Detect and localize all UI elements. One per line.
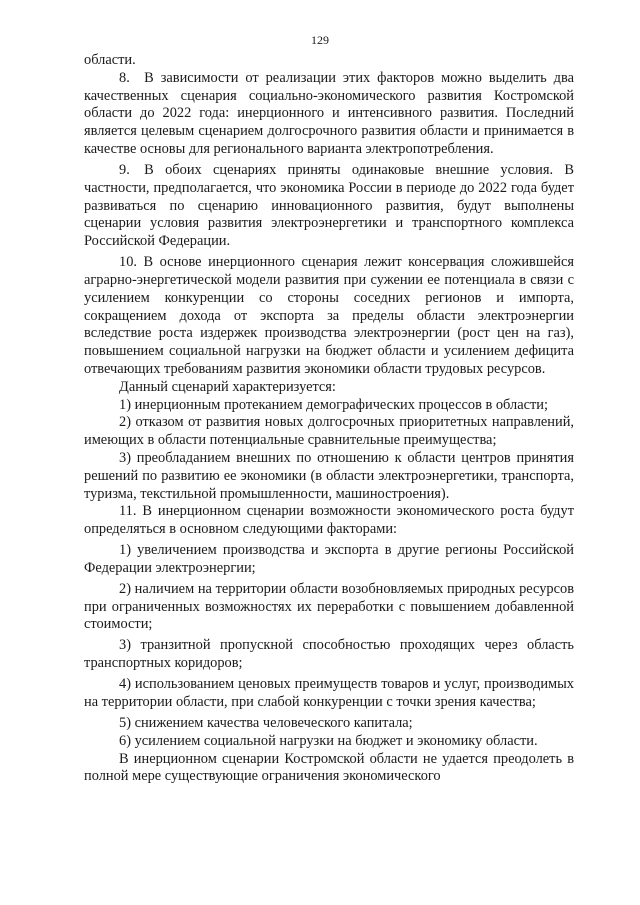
paragraph-item-10: 10. В основе инерционного сценария лежит консервация сложившейся аграрно-энергетической модели развития при сужении ее потенциала в связи с усилением конкуренции со стороны соседних регионов и импорта, сокращением дохода от экспорта за пределы области электроэнергии вследствие роста издержек производства электроэнергии (рост цен на газ), повышением социальной нагрузки на бюджет области и усилением дефицита отвечающих требованиям развития экономики области трудовых ресурсов. bbox=[84, 254, 574, 377]
paragraph-continuation: области. bbox=[84, 52, 136, 68]
list-item-inertial-2: 2) отказом от развития новых долгосрочных приоритетных направлений, имеющих в области потенциальные сравнительные преимущества; bbox=[84, 414, 574, 449]
list-item-factor-1: 1) увеличением производства и экспорта в другие регионы Российской Федерации электроэнергии; bbox=[84, 542, 574, 576]
list-item-inertial-1: 1) инерционным протеканием демографических процессов в области; bbox=[119, 396, 548, 413]
paragraph-item-9: 9. В обоих сценариях приняты одинаковые внешние условия. В частности, предполагается, что экономика России в периоде до 2022 года будет развиваться по сценарию инновационного развития, будут выполнены сценарии условия развития электроэнергетики и транспортного комплекса Российской Федерации. bbox=[84, 161, 574, 250]
list-item-factor-5: 5) снижением качества человеческого капитала; bbox=[119, 715, 413, 731]
paragraph-item-8: 8. В зависимости от реализации этих факторов можно выделить два качественных сценария социально-экономического развития Костромской области до 2022 года: инерционного и интенсивного развития. Последний является целевым сценарием долгосрочного развития области и принимается в качестве основы для регионального варианта электропотребления. bbox=[84, 69, 574, 157]
list-item-factor-4: 4) использованием ценовых преимуществ товаров и услуг, производимых на территории области, при слабой конкуренции с точки зрения качества; bbox=[84, 676, 574, 711]
list-item-factor-3: 3) транзитной пропускной способностью проходящих через область транспортных коридоров; bbox=[84, 637, 574, 672]
list-item-factor-6: 6) усилением социальной нагрузки на бюджет и экономику области. bbox=[119, 732, 538, 749]
page-number: 129 bbox=[311, 33, 329, 47]
list-item-inertial-3: 3) преобладанием внешних по отношению к области центров принятия решений по развитию ее экономики (в области электроэнергетики, транспорта, туризма, текстильной промышленности, машиностроения). bbox=[84, 449, 574, 502]
document-body bbox=[84, 52, 574, 786]
paragraph-item-11: 11. В инерционном сценарии возможности экономического роста будут определяться в основном следующими факторами: bbox=[84, 503, 574, 538]
paragraph-scenario-intro: Данный сценарий характеризуется: bbox=[119, 378, 336, 395]
paragraph-final: В инерционном сценарии Костромской области не удается преодолеть в полной мере существующие ограничения экономического bbox=[84, 750, 574, 785]
list-item-factor-2: 2) наличием на территории области возобновляемых природных ресурсов при ограниченных возможностях их переработки с повышением добавленной стоимости; bbox=[84, 580, 574, 633]
